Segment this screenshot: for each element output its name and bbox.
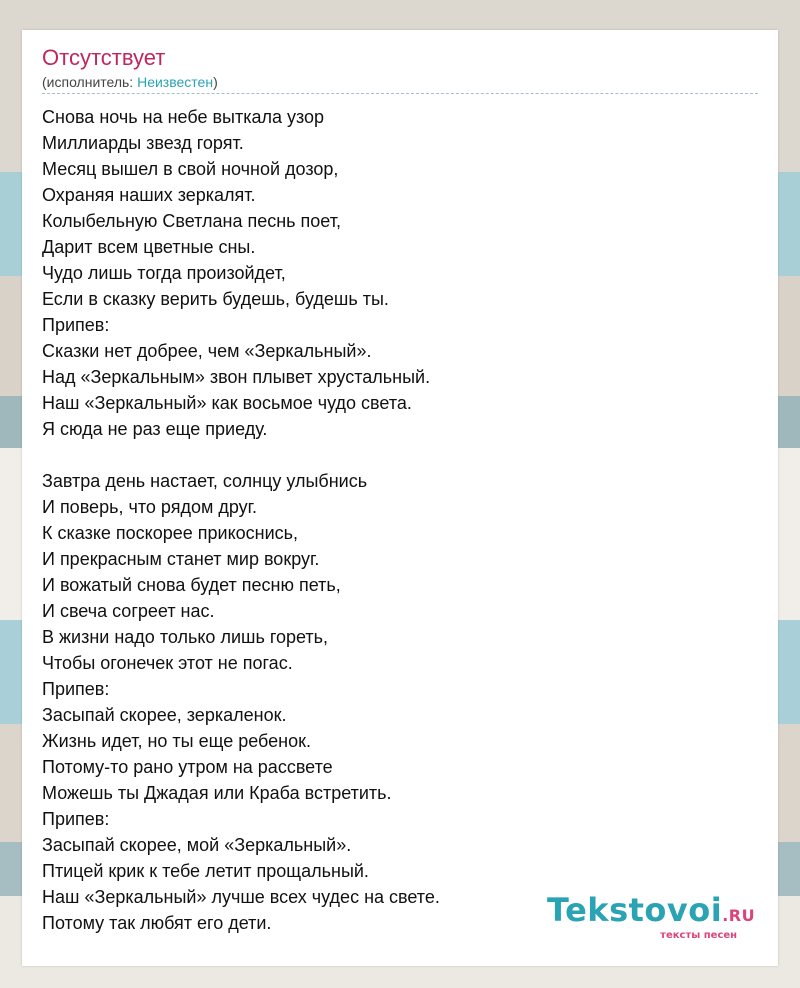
lyric-line: Снова ночь на небе выткала узор bbox=[42, 107, 325, 127]
lyric-line: Колыбельную Светлана песнь поет, bbox=[42, 211, 341, 231]
watermark-tagline: тексты песен bbox=[660, 930, 738, 941]
lyric-line: Я сюда не раз еще приеду. bbox=[42, 419, 268, 439]
song-title: Отсутствует bbox=[42, 45, 166, 70]
watermark-name: Tekstovoi bbox=[547, 891, 723, 929]
lyric-line: Месяц вышел в свой ночной дозор, bbox=[42, 159, 339, 179]
lyric-line: К сказке поскорее прикоснись, bbox=[42, 523, 299, 543]
lyric-line: Если в сказку верить будешь, будешь ты. bbox=[42, 289, 389, 309]
lyric-line: И прекрасным станет мир вокруг. bbox=[42, 549, 320, 569]
lyric-line: Припев: bbox=[42, 679, 110, 699]
lyric-line: Припев: bbox=[42, 315, 110, 335]
lyric-line: Чтобы огонечек этот не погас. bbox=[42, 653, 293, 673]
lyric-line: Чудо лишь тогда произойдет, bbox=[42, 263, 286, 283]
lyric-line: И поверь, что рядом друг. bbox=[42, 497, 258, 517]
lyric-line: И вожатый снова будет песню петь, bbox=[42, 575, 341, 595]
artist-prefix: (исполнитель: bbox=[42, 74, 138, 90]
lyric-line: Над «Зеркальным» звон плывет хрустальный. bbox=[42, 367, 431, 387]
lyric-line: Наш «Зеркальный» как восьмое чудо света. bbox=[42, 393, 412, 413]
lyric-line: Охраняя наших зеркалят. bbox=[42, 185, 256, 205]
lyric-line: И свеча согреет нас. bbox=[42, 601, 215, 621]
lyric-line: Засыпай скорее, зеркаленок. bbox=[42, 705, 287, 725]
site-watermark bbox=[547, 893, 755, 941]
lyric-line: Засыпай скорее, мой «Зеркальный». bbox=[42, 835, 352, 855]
lyric-line: Птицей крик к тебе летит прощальный. bbox=[42, 861, 369, 881]
watermark-domain: .RU bbox=[722, 906, 756, 925]
lyric-line bbox=[42, 442, 440, 468]
lyric-line: Дарит всем цветные сны. bbox=[42, 237, 256, 257]
divider bbox=[42, 93, 758, 94]
lyric-line: Сказки нет добрее, чем «Зеркальный». bbox=[42, 341, 372, 361]
artist-suffix: ) bbox=[213, 74, 218, 90]
lyrics-card bbox=[22, 30, 778, 966]
lyric-line: Потому так любят его дети. bbox=[42, 913, 272, 933]
lyric-line: Наш «Зеркальный» лучше всех чудес на свете. bbox=[42, 887, 440, 907]
artist-line bbox=[42, 73, 218, 91]
lyrics-text bbox=[42, 104, 440, 936]
lyric-line: Миллиарды звезд горят. bbox=[42, 133, 244, 153]
lyric-line: Потому-то рано утром на рассвете bbox=[42, 757, 333, 777]
lyric-line: В жизни надо только лишь гореть, bbox=[42, 627, 329, 647]
lyric-line: Завтра день настает, солнцу улыбнись bbox=[42, 471, 368, 491]
lyric-line: Припев: bbox=[42, 809, 110, 829]
lyric-line: Жизнь идет, но ты еще ребенок. bbox=[42, 731, 311, 751]
artist-link[interactable]: Неизвестен bbox=[137, 74, 214, 90]
lyric-line: Можешь ты Джадая или Краба встретить. bbox=[42, 783, 392, 803]
